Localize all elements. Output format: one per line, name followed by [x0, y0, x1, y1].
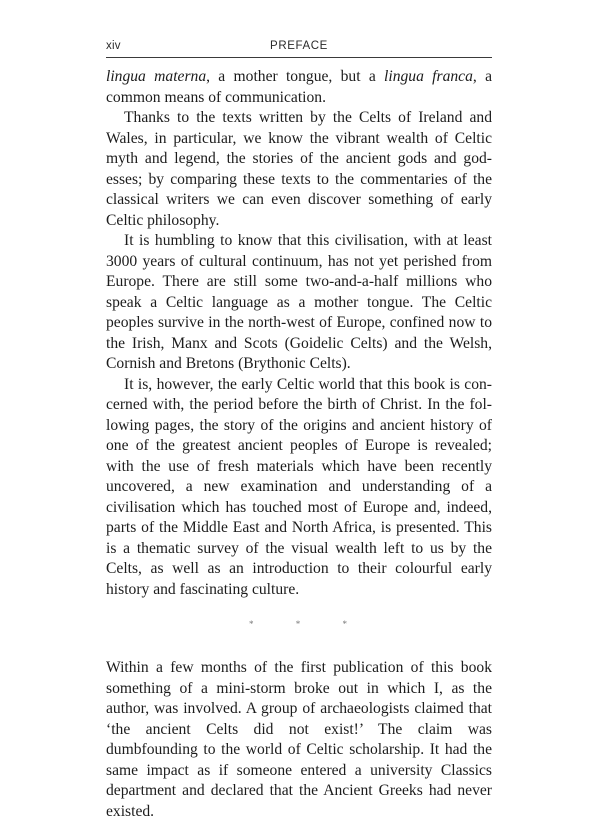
- italic-phrase: lingua materna: [106, 68, 207, 85]
- italic-phrase: lingua franca: [384, 68, 473, 85]
- paragraph: Within a few months of the first publication of this book something of a mini-storm broke out in which I, as the author, was involved. A group of archaeologists claimed that ‘the ancient Celts did not exist!’ The claim was dumbfounding to the world of Celtic scholarship. It had the same impact as if someone entered a university Classics department and declared that the Ancient Greeks had never existed.: [106, 659, 492, 820]
- text-run: , a mother tongue, but a: [206, 68, 385, 85]
- paragraph: Thanks to the texts written by the Celts of Ireland and Wales, in particular, we know the vibrant wealth of Celtic myth and legend, the stories of the ancient gods and godesses; by comparing these texts to the commentaries of the classical writers we can even discover something of early Celtic philosophy.: [106, 109, 492, 229]
- paragraph-continuation: [106, 67, 492, 108]
- section-title: PREFACE: [270, 40, 328, 52]
- book-page: [106, 36, 492, 822]
- section-break-asterism: * * *: [249, 619, 367, 629]
- text-run: , a common means of communication.: [106, 68, 492, 106]
- page-number: xiv: [106, 40, 121, 52]
- body-text: [106, 67, 492, 822]
- paragraph: It is, however, the early Celtic world that this book is concerned with, the period before the birth of Christ. In the following pages, the story of the origins and ancient history of one of the greatest ancient peoples of Europe is revealed; with the use of fresh materials which have been recently uncovered, a new examination and understanding of a civilisation which has touched most of Europe and, indeed, parts of the Middle East and North Africa, is presented. This is a thematic survey of the visual wealth left to us by the Celts, as well as an introduction to their colourful early history and fascinating culture.: [106, 375, 492, 598]
- running-head: [106, 36, 492, 58]
- paragraph: It is humbling to know that this civilisation, with at least 3000 years of cultural continuum, has not yet perished from Europe. There are still some two-and-a-half millions who speak a Celtic language as a mother tongue. The Celtic peoples survive in the north-west of Europe, confined now to the Irish, Manx and Scots (Goidelic Celts) and the Welsh, Cornish and Bretons (Brythonic Celts).: [106, 232, 492, 372]
